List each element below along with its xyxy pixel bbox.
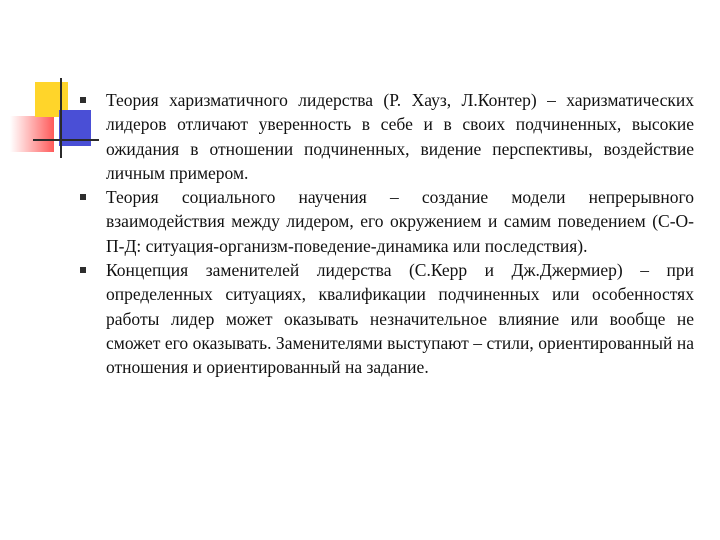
bullet-item [78,88,694,185]
square-bullet-icon [80,194,86,200]
decorative-vertical-line [60,78,62,158]
bullet-text: Концепция заменителей лидерства (С.Керр и Дж.Джермиер) – при определенных ситуациях, квалификации подчиненных или особенностях работы лидер может оказывать незначительное влияние или вообще не сможет его оказывать. Заменителями выступают – стили, ориентированный на отношения и ориентированный на задание. [106,260,694,378]
slide-content [78,88,694,380]
bullet-text: Теория харизматичного лидерства (Р. Хауз, Л.Контер) – харизматических лидеров отличают уверенность в себе и в своих подчиненных, высокие ожидания в отношении подчиненных, видение перспективы, воздействие личным примером. [106,90,694,183]
bullet-item [78,185,694,258]
square-bullet-icon [80,97,86,103]
bullet-item [78,258,694,379]
bullet-text: Теория социального научения – создание модели непрерывного взаимодействия между лидером, его окружением и самим поведением (С-О-П-Д: ситуация-организм-поведение-динамика или последствия). [106,187,694,256]
decorative-red-square [10,116,54,152]
square-bullet-icon [80,267,86,273]
